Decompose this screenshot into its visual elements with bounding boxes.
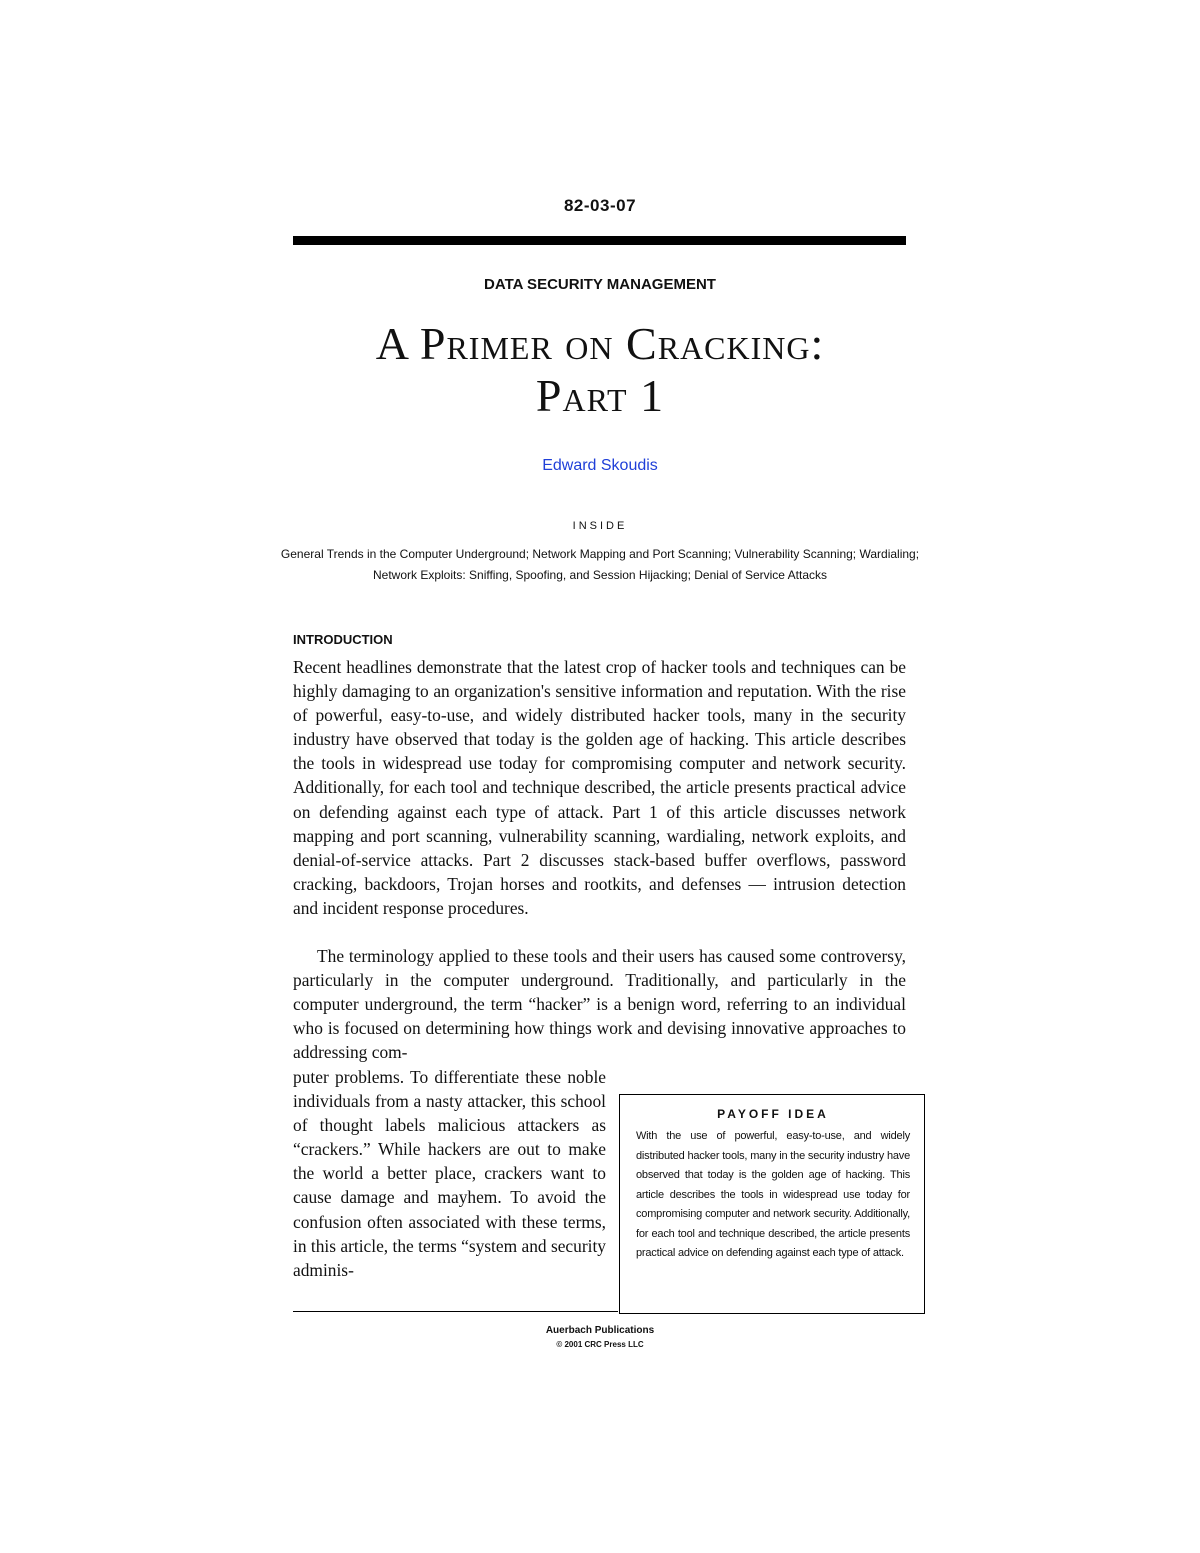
series-title: DATA SECURITY MANAGEMENT [484, 276, 716, 293]
intro-paragraph-1: Recent headlines demonstrate that the latest crop of hacker tools and techniques can be highly damaging to an organization's sensitive information and reputation. With the rise of powerful, easy-to-use, and widely distributed hacker tools, many in the security industry have observed that today is the golden age of hacking. This article describes the tools in widespread use today for compromising computer and network security. Additionally, for each tool and technique described, the article presents practical advice on defending against each type of attack. Part 1 of this article discusses network mapping and port scanning, vulnerability scanning, wardialing, network exploits, and denial-of-service attacks. Part 2 discusses stack-based buffer overflows, password cracking, backdoors, Trojan horses and rootkits, and defenses — intrusion detection and incident response procedures. [293, 657, 906, 918]
footer-rule [293, 1311, 618, 1312]
inside-contents: General Trends in the Computer Underground; Network Mapping and Port Scanning; Vulnerability Scanning; Wardialing; Network Exploits: Sniffing, Spoofing, and Session Hijacking; Denial of Service Attacks [280, 547, 920, 582]
article-title [0, 318, 1200, 422]
payoff-text: With the use of powerful, easy-to-use, and widely distributed hacker tools, many in the security industry have observed that today is the golden age of hacking. This article describes the tools in widespread use today for compromising computer and network security. Additionally, for each tool and technique described, the article presents practical advice on defending against each type of attack. [636, 1130, 910, 1259]
payoff-idea-box [619, 1094, 925, 1314]
payoff-title: PAYOFF IDEA [717, 1107, 829, 1121]
document-number: 82-03-07 [563, 196, 637, 215]
copyright-notice: © 2001 CRC Press LLC [556, 1340, 644, 1349]
section-heading: INTRODUCTION [293, 632, 393, 647]
title-line-1: A Primer on Cracking: [375, 318, 825, 369]
intro-paragraph-3: puter problems. To differentiate these noble individuals from a nasty attacker, this school of thought labels malicious attackers as “crackers.” While hackers are out to make the world a better place, crackers want to cause damage and mayhem. To avoid the confusion often associated with these terms, in this article, the terms “system and security adminis- [293, 1067, 606, 1280]
title-line-2: Part 1 [535, 370, 665, 421]
inside-label: INSIDE [572, 520, 628, 532]
header-rule [293, 236, 906, 245]
author-name: Edward Skoudis [542, 457, 658, 474]
intro-paragraph-2: The terminology applied to these tools and their users has caused some controversy, particularly in the computer underground. Traditionally, and particularly in the computer underground, the term “hacker” is a benign word, referring to an individual who is focused on determining how things work and devising innovative approaches to addressing com- [293, 946, 906, 1063]
publisher-name: Auerbach Publications [545, 1325, 655, 1336]
